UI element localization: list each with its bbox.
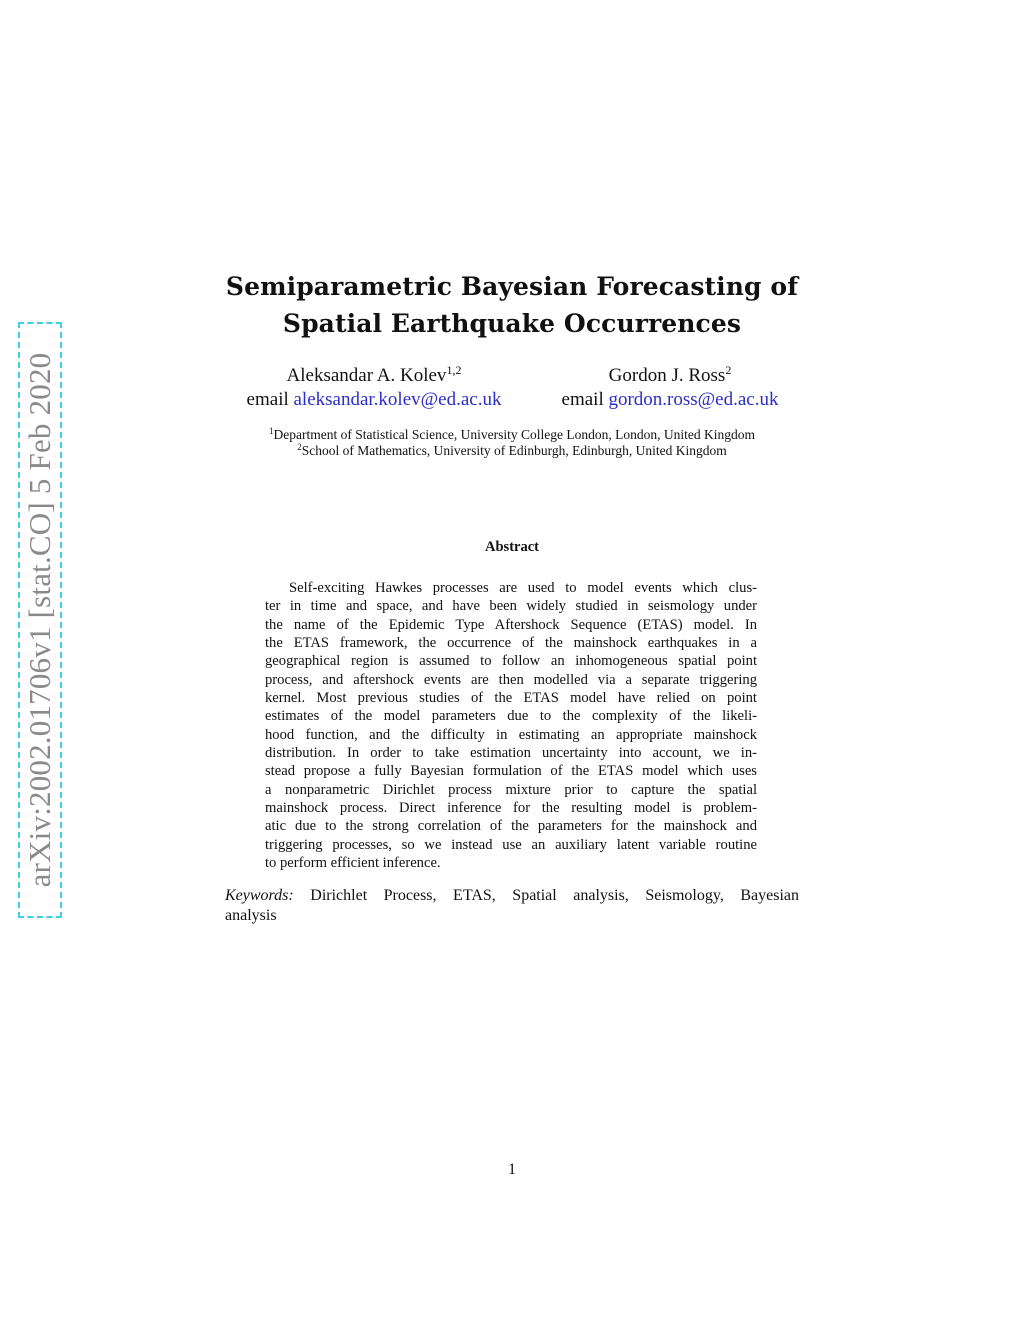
keywords-line-2: analysis xyxy=(225,907,277,924)
abstract-line: process, and aftershock events are then modelled via a separate triggering xyxy=(265,671,757,688)
affiliation-mark: 2 xyxy=(297,442,302,452)
email-label: email xyxy=(246,389,289,410)
abstract-line: stead propose a fully Bayesian formulation of the ETAS model which uses xyxy=(265,763,757,780)
paper-title xyxy=(150,268,874,342)
abstract-line: to perform efficient inference. xyxy=(265,855,441,872)
author-email-line xyxy=(540,388,800,412)
abstract-line: geographical region is assumed to follow an inhomogeneous spatial point xyxy=(265,653,757,670)
abstract-line: estimates of the model parameters due to the complexity of the likeli- xyxy=(265,708,757,725)
affiliation-text: School of Mathematics, University of Edinburgh, Edinburgh, United Kingdom xyxy=(301,443,727,458)
abstract-line: hood function, and the difficulty in estimating an appropriate mainshock xyxy=(265,726,757,743)
arxiv-stamp xyxy=(18,322,62,918)
author-email-link[interactable]: gordon.ross@ed.ac.uk xyxy=(608,389,779,410)
abstract-line: a nonparametric Dirichlet process mixture prior to capture the spatial xyxy=(265,781,757,798)
affiliation-text: Department of Statistical Science, University College London, London, United Kingdom xyxy=(273,427,755,442)
title-line-1: Semiparametric Bayesian Forecasting of xyxy=(225,272,799,301)
author-email-link[interactable]: aleksandar.kolev@ed.ac.uk xyxy=(293,389,502,410)
abstract-line: atic due to the strong correlation of the parameters for the mainshock and xyxy=(265,818,757,835)
title-line-2: Spatial Earthquake Occurrences xyxy=(282,309,742,338)
abstract-line: the name of the Epidemic Type Aftershock Sequence (ETAS) model. In xyxy=(265,616,757,633)
abstract-body xyxy=(265,579,757,873)
abstract-line: Self-exciting Hawkes processes are used to model events which clus- xyxy=(289,580,757,596)
abstract-line: ter in time and space, and have been widely studied in seismology under xyxy=(265,598,757,615)
keywords-line-1 xyxy=(225,886,799,906)
abstract-heading: Abstract xyxy=(485,539,539,555)
abstract-line: kernel. Most previous studies of the ETAS model have relied on point xyxy=(265,690,757,707)
keywords-text: Dirichlet Process, ETAS, Spatial analysis, Seismology, Bayesian xyxy=(310,887,800,904)
keywords-label: Keywords: xyxy=(225,887,294,904)
arxiv-identifier: arXiv:2002.01706v1 [stat.CO] 5 Feb 2020 xyxy=(22,352,57,888)
affiliation-mark: 1 xyxy=(269,426,274,436)
author-name: Gordon J. Ross xyxy=(608,365,726,386)
author-block-2 xyxy=(540,364,800,412)
affiliations xyxy=(150,427,874,459)
author-block-1 xyxy=(222,364,526,412)
affiliation-1 xyxy=(150,427,874,443)
page-number: 1 xyxy=(508,1161,516,1178)
abstract-line: distribution. In order to take estimation uncertainty into account, we in- xyxy=(265,745,757,762)
author-affiliation-marks: 1,2 xyxy=(446,363,462,377)
author-affiliation-marks: 2 xyxy=(725,363,732,377)
abstract-line: triggering processes, so we instead use an auxiliary latent variable routine xyxy=(265,836,757,853)
email-label: email xyxy=(561,389,604,410)
abstract-line: the ETAS framework, the occurrence of the mainshock earthquakes in a xyxy=(265,635,757,652)
keywords xyxy=(225,886,799,926)
abstract-line: mainshock process. Direct inference for the resulting model is problem- xyxy=(265,800,757,817)
author-name: Aleksandar A. Kolev xyxy=(286,365,447,386)
author-email-line xyxy=(222,388,526,412)
affiliation-2 xyxy=(150,443,874,459)
